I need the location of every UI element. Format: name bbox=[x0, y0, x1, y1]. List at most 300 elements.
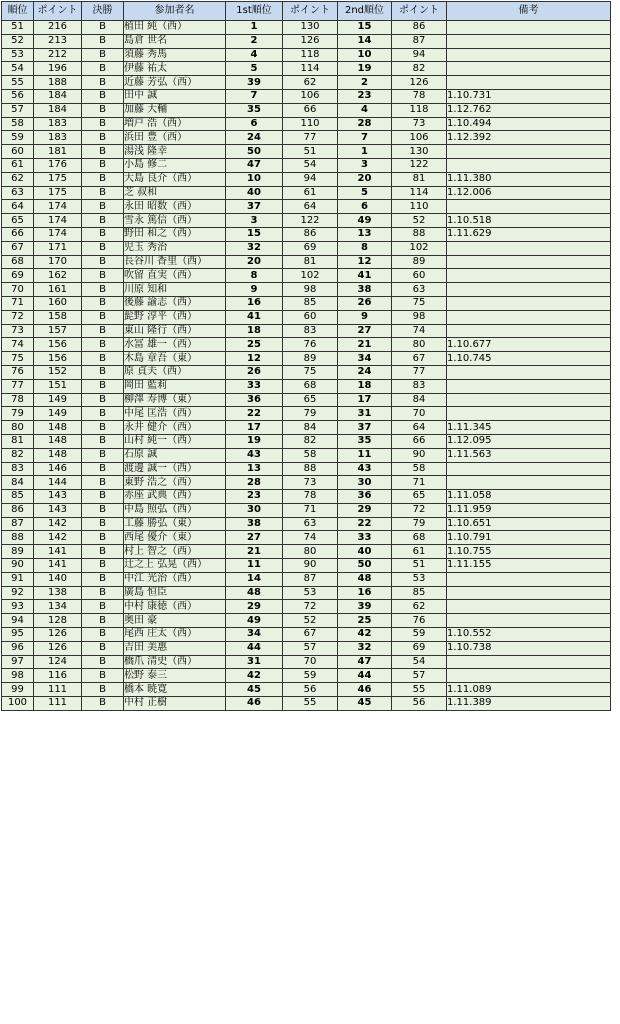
points-cell: 162 bbox=[34, 269, 82, 283]
second-points-cell: 114 bbox=[392, 186, 447, 200]
second-points-cell: 80 bbox=[392, 338, 447, 352]
final-cell: B bbox=[82, 241, 124, 255]
second-points-cell: 76 bbox=[392, 614, 447, 628]
first-points-cell: 75 bbox=[283, 365, 338, 379]
second-rank-cell: 27 bbox=[338, 324, 392, 338]
table-row bbox=[2, 641, 611, 655]
second-points-cell: 62 bbox=[392, 600, 447, 614]
notes-cell: 1.11.380 bbox=[447, 172, 611, 186]
first-points-cell: 81 bbox=[283, 255, 338, 269]
final-cell: B bbox=[82, 600, 124, 614]
second-rank-cell: 41 bbox=[338, 269, 392, 283]
second-rank-cell: 20 bbox=[338, 172, 392, 186]
first-rank-cell: 16 bbox=[226, 296, 283, 310]
second-rank-cell: 18 bbox=[338, 379, 392, 393]
table-row bbox=[2, 158, 611, 172]
second-rank-cell: 13 bbox=[338, 227, 392, 241]
points-cell: 188 bbox=[34, 76, 82, 90]
points-cell: 143 bbox=[34, 503, 82, 517]
participant-cell: 小島 修二 bbox=[124, 158, 226, 172]
final-cell: B bbox=[82, 641, 124, 655]
second-points-cell: 55 bbox=[392, 683, 447, 697]
final-cell: B bbox=[82, 21, 124, 35]
notes-cell bbox=[447, 269, 611, 283]
final-cell: B bbox=[82, 338, 124, 352]
second-points-cell: 71 bbox=[392, 476, 447, 490]
second-points-cell: 61 bbox=[392, 545, 447, 559]
first-rank-cell: 34 bbox=[226, 628, 283, 642]
final-cell: B bbox=[82, 379, 124, 393]
rank-cell: 94 bbox=[2, 614, 34, 628]
final-cell: B bbox=[82, 310, 124, 324]
first-rank-cell: 17 bbox=[226, 421, 283, 435]
points-cell: 126 bbox=[34, 628, 82, 642]
notes-cell bbox=[447, 310, 611, 324]
table-row bbox=[2, 669, 611, 683]
table-row bbox=[2, 283, 611, 297]
points-cell: 152 bbox=[34, 365, 82, 379]
first-points-cell: 90 bbox=[283, 559, 338, 573]
participant-cell: 髭野 淳平（西） bbox=[124, 310, 226, 324]
rank-cell: 81 bbox=[2, 434, 34, 448]
second-points-cell: 126 bbox=[392, 76, 447, 90]
points-cell: 176 bbox=[34, 158, 82, 172]
table-row bbox=[2, 462, 611, 476]
first-points-cell: 73 bbox=[283, 476, 338, 490]
second-rank-cell: 48 bbox=[338, 572, 392, 586]
first-points-cell: 65 bbox=[283, 393, 338, 407]
table-row bbox=[2, 434, 611, 448]
points-cell: 111 bbox=[34, 697, 82, 711]
table-row bbox=[2, 572, 611, 586]
notes-cell: 1.12.006 bbox=[447, 186, 611, 200]
header-2nd-points: ポイント bbox=[392, 2, 447, 21]
second-rank-cell: 47 bbox=[338, 655, 392, 669]
first-rank-cell: 19 bbox=[226, 434, 283, 448]
first-rank-cell: 21 bbox=[226, 545, 283, 559]
notes-cell bbox=[447, 655, 611, 669]
points-cell: 148 bbox=[34, 434, 82, 448]
second-points-cell: 57 bbox=[392, 669, 447, 683]
header-2nd-rank: 2nd順位 bbox=[338, 2, 392, 21]
table-row bbox=[2, 476, 611, 490]
first-rank-cell: 11 bbox=[226, 559, 283, 573]
final-cell: B bbox=[82, 503, 124, 517]
rank-cell: 72 bbox=[2, 310, 34, 324]
first-rank-cell: 32 bbox=[226, 241, 283, 255]
final-cell: B bbox=[82, 214, 124, 228]
notes-cell bbox=[447, 476, 611, 490]
second-rank-cell: 31 bbox=[338, 407, 392, 421]
participant-cell: 水冨 雄一（西） bbox=[124, 338, 226, 352]
second-rank-cell: 49 bbox=[338, 214, 392, 228]
second-points-cell: 64 bbox=[392, 421, 447, 435]
final-cell: B bbox=[82, 269, 124, 283]
final-cell: B bbox=[82, 669, 124, 683]
points-cell: 157 bbox=[34, 324, 82, 338]
final-cell: B bbox=[82, 407, 124, 421]
second-points-cell: 106 bbox=[392, 131, 447, 145]
notes-cell: 1.10.755 bbox=[447, 545, 611, 559]
final-cell: B bbox=[82, 393, 124, 407]
final-cell: B bbox=[82, 103, 124, 117]
rank-cell: 58 bbox=[2, 117, 34, 131]
rank-cell: 59 bbox=[2, 131, 34, 145]
second-rank-cell: 24 bbox=[338, 365, 392, 379]
second-points-cell: 85 bbox=[392, 586, 447, 600]
first-rank-cell: 39 bbox=[226, 76, 283, 90]
points-cell: 181 bbox=[34, 145, 82, 159]
participant-cell: 工藤 勝弘（東） bbox=[124, 517, 226, 531]
rank-cell: 82 bbox=[2, 448, 34, 462]
first-rank-cell: 33 bbox=[226, 379, 283, 393]
first-rank-cell: 38 bbox=[226, 517, 283, 531]
table-row bbox=[2, 393, 611, 407]
first-points-cell: 58 bbox=[283, 448, 338, 462]
second-points-cell: 70 bbox=[392, 407, 447, 421]
final-cell: B bbox=[82, 296, 124, 310]
first-points-cell: 59 bbox=[283, 669, 338, 683]
rank-cell: 77 bbox=[2, 379, 34, 393]
second-rank-cell: 8 bbox=[338, 241, 392, 255]
second-rank-cell: 36 bbox=[338, 490, 392, 504]
table-row bbox=[2, 241, 611, 255]
first-points-cell: 118 bbox=[283, 48, 338, 62]
participant-cell: 奥田 豪 bbox=[124, 614, 226, 628]
first-points-cell: 68 bbox=[283, 379, 338, 393]
participant-cell: 東山 隆行（西） bbox=[124, 324, 226, 338]
notes-cell: 1.10.494 bbox=[447, 117, 611, 131]
second-rank-cell: 26 bbox=[338, 296, 392, 310]
rank-cell: 55 bbox=[2, 76, 34, 90]
rank-cell: 91 bbox=[2, 572, 34, 586]
points-cell: 183 bbox=[34, 131, 82, 145]
points-cell: 170 bbox=[34, 255, 82, 269]
notes-cell bbox=[447, 76, 611, 90]
final-cell: B bbox=[82, 448, 124, 462]
table-row bbox=[2, 269, 611, 283]
second-rank-cell: 43 bbox=[338, 462, 392, 476]
second-points-cell: 82 bbox=[392, 62, 447, 76]
second-points-cell: 52 bbox=[392, 214, 447, 228]
participant-cell: 伊藤 祐太 bbox=[124, 62, 226, 76]
second-rank-cell: 50 bbox=[338, 559, 392, 573]
table-row bbox=[2, 34, 611, 48]
notes-cell: 1.11.089 bbox=[447, 683, 611, 697]
first-rank-cell: 46 bbox=[226, 697, 283, 711]
first-rank-cell: 26 bbox=[226, 365, 283, 379]
participant-cell: 赤座 武典（西） bbox=[124, 490, 226, 504]
notes-cell bbox=[447, 62, 611, 76]
points-cell: 111 bbox=[34, 683, 82, 697]
rank-cell: 78 bbox=[2, 393, 34, 407]
first-points-cell: 60 bbox=[283, 310, 338, 324]
notes-cell bbox=[447, 365, 611, 379]
points-cell: 140 bbox=[34, 572, 82, 586]
second-rank-cell: 35 bbox=[338, 434, 392, 448]
table-row bbox=[2, 145, 611, 159]
table-row bbox=[2, 117, 611, 131]
notes-cell bbox=[447, 255, 611, 269]
notes-cell: 1.10.677 bbox=[447, 338, 611, 352]
final-cell: B bbox=[82, 559, 124, 573]
first-rank-cell: 43 bbox=[226, 448, 283, 462]
rank-cell: 87 bbox=[2, 517, 34, 531]
first-rank-cell: 1 bbox=[226, 21, 283, 35]
first-points-cell: 55 bbox=[283, 697, 338, 711]
first-points-cell: 76 bbox=[283, 338, 338, 352]
first-points-cell: 72 bbox=[283, 600, 338, 614]
points-cell: 156 bbox=[34, 352, 82, 366]
participant-cell: 児玉 秀治 bbox=[124, 241, 226, 255]
points-cell: 144 bbox=[34, 476, 82, 490]
table-row bbox=[2, 172, 611, 186]
points-cell: 175 bbox=[34, 172, 82, 186]
header-participant: 参加者名 bbox=[124, 2, 226, 21]
first-points-cell: 122 bbox=[283, 214, 338, 228]
notes-cell bbox=[447, 600, 611, 614]
header-points: ポイント bbox=[34, 2, 82, 21]
second-rank-cell: 4 bbox=[338, 103, 392, 117]
points-cell: 216 bbox=[34, 21, 82, 35]
rank-cell: 96 bbox=[2, 641, 34, 655]
second-points-cell: 94 bbox=[392, 48, 447, 62]
notes-cell: 1.10.738 bbox=[447, 641, 611, 655]
table-row bbox=[2, 683, 611, 697]
second-rank-cell: 19 bbox=[338, 62, 392, 76]
rank-cell: 90 bbox=[2, 559, 34, 573]
points-cell: 174 bbox=[34, 214, 82, 228]
first-points-cell: 114 bbox=[283, 62, 338, 76]
participant-cell: 浜田 豊（西） bbox=[124, 131, 226, 145]
final-cell: B bbox=[82, 434, 124, 448]
final-cell: B bbox=[82, 255, 124, 269]
final-cell: B bbox=[82, 227, 124, 241]
first-points-cell: 71 bbox=[283, 503, 338, 517]
final-cell: B bbox=[82, 517, 124, 531]
final-cell: B bbox=[82, 34, 124, 48]
notes-cell: 1.12.095 bbox=[447, 434, 611, 448]
first-points-cell: 83 bbox=[283, 324, 338, 338]
notes-cell bbox=[447, 669, 611, 683]
points-cell: 141 bbox=[34, 559, 82, 573]
final-cell: B bbox=[82, 352, 124, 366]
notes-cell: 1.11.155 bbox=[447, 559, 611, 573]
points-cell: 151 bbox=[34, 379, 82, 393]
rank-cell: 100 bbox=[2, 697, 34, 711]
first-rank-cell: 28 bbox=[226, 476, 283, 490]
table-row bbox=[2, 200, 611, 214]
second-rank-cell: 37 bbox=[338, 421, 392, 435]
notes-cell bbox=[447, 34, 611, 48]
table-row bbox=[2, 21, 611, 35]
table-row bbox=[2, 531, 611, 545]
table-row bbox=[2, 131, 611, 145]
first-points-cell: 82 bbox=[283, 434, 338, 448]
second-rank-cell: 10 bbox=[338, 48, 392, 62]
notes-cell bbox=[447, 572, 611, 586]
first-rank-cell: 15 bbox=[226, 227, 283, 241]
points-cell: 148 bbox=[34, 421, 82, 435]
second-rank-cell: 7 bbox=[338, 131, 392, 145]
second-points-cell: 102 bbox=[392, 241, 447, 255]
first-points-cell: 62 bbox=[283, 76, 338, 90]
second-rank-cell: 33 bbox=[338, 531, 392, 545]
participant-cell: 橋爪 清史（西） bbox=[124, 655, 226, 669]
second-rank-cell: 23 bbox=[338, 89, 392, 103]
participant-cell: 尾西 庄太（西） bbox=[124, 628, 226, 642]
table-row bbox=[2, 365, 611, 379]
first-rank-cell: 12 bbox=[226, 352, 283, 366]
participant-cell: 村上 智之（西） bbox=[124, 545, 226, 559]
first-points-cell: 110 bbox=[283, 117, 338, 131]
rank-cell: 75 bbox=[2, 352, 34, 366]
final-cell: B bbox=[82, 545, 124, 559]
notes-cell: 1.11.629 bbox=[447, 227, 611, 241]
first-points-cell: 126 bbox=[283, 34, 338, 48]
points-cell: 128 bbox=[34, 614, 82, 628]
points-cell: 174 bbox=[34, 227, 82, 241]
second-rank-cell: 5 bbox=[338, 186, 392, 200]
first-rank-cell: 41 bbox=[226, 310, 283, 324]
second-rank-cell: 29 bbox=[338, 503, 392, 517]
table-row bbox=[2, 628, 611, 642]
notes-cell: 1.10.518 bbox=[447, 214, 611, 228]
first-rank-cell: 14 bbox=[226, 572, 283, 586]
points-cell: 142 bbox=[34, 517, 82, 531]
points-cell: 141 bbox=[34, 545, 82, 559]
first-points-cell: 87 bbox=[283, 572, 338, 586]
first-rank-cell: 4 bbox=[226, 48, 283, 62]
first-rank-cell: 40 bbox=[226, 186, 283, 200]
participant-cell: 松野 泰三 bbox=[124, 669, 226, 683]
points-cell: 184 bbox=[34, 89, 82, 103]
points-cell: 146 bbox=[34, 462, 82, 476]
points-cell: 149 bbox=[34, 407, 82, 421]
participant-cell: 永田 昭数（西） bbox=[124, 200, 226, 214]
rank-cell: 68 bbox=[2, 255, 34, 269]
final-cell: B bbox=[82, 421, 124, 435]
final-cell: B bbox=[82, 117, 124, 131]
final-cell: B bbox=[82, 462, 124, 476]
table-row bbox=[2, 559, 611, 573]
points-cell: 183 bbox=[34, 117, 82, 131]
notes-cell: 1.12.392 bbox=[447, 131, 611, 145]
table-row bbox=[2, 89, 611, 103]
rank-cell: 53 bbox=[2, 48, 34, 62]
participant-cell: 橋本 暁寛 bbox=[124, 683, 226, 697]
second-rank-cell: 46 bbox=[338, 683, 392, 697]
first-points-cell: 63 bbox=[283, 517, 338, 531]
points-cell: 148 bbox=[34, 448, 82, 462]
table-row bbox=[2, 48, 611, 62]
rank-cell: 83 bbox=[2, 462, 34, 476]
first-rank-cell: 10 bbox=[226, 172, 283, 186]
rank-cell: 66 bbox=[2, 227, 34, 241]
participant-cell: 川原 知和 bbox=[124, 283, 226, 297]
participant-cell: 木島 章吾（東） bbox=[124, 352, 226, 366]
participant-cell: 永井 健介（西） bbox=[124, 421, 226, 435]
final-cell: B bbox=[82, 490, 124, 504]
second-points-cell: 75 bbox=[392, 296, 447, 310]
notes-cell: 1.10.745 bbox=[447, 352, 611, 366]
notes-cell: 1.11.563 bbox=[447, 448, 611, 462]
second-points-cell: 72 bbox=[392, 503, 447, 517]
rank-cell: 69 bbox=[2, 269, 34, 283]
second-points-cell: 122 bbox=[392, 158, 447, 172]
rank-cell: 86 bbox=[2, 503, 34, 517]
table-row bbox=[2, 407, 611, 421]
points-cell: 142 bbox=[34, 531, 82, 545]
second-points-cell: 53 bbox=[392, 572, 447, 586]
rank-cell: 76 bbox=[2, 365, 34, 379]
rank-cell: 63 bbox=[2, 186, 34, 200]
first-points-cell: 89 bbox=[283, 352, 338, 366]
second-points-cell: 51 bbox=[392, 559, 447, 573]
table-row bbox=[2, 545, 611, 559]
table-row bbox=[2, 227, 611, 241]
participant-cell: 山村 純一（西） bbox=[124, 434, 226, 448]
first-points-cell: 86 bbox=[283, 227, 338, 241]
header-1st-points: ポイント bbox=[283, 2, 338, 21]
second-rank-cell: 38 bbox=[338, 283, 392, 297]
second-rank-cell: 2 bbox=[338, 76, 392, 90]
first-rank-cell: 37 bbox=[226, 200, 283, 214]
notes-cell bbox=[447, 200, 611, 214]
notes-cell bbox=[447, 48, 611, 62]
final-cell: B bbox=[82, 628, 124, 642]
final-cell: B bbox=[82, 531, 124, 545]
rank-cell: 80 bbox=[2, 421, 34, 435]
first-points-cell: 67 bbox=[283, 628, 338, 642]
results-table bbox=[1, 1, 611, 711]
points-cell: 138 bbox=[34, 586, 82, 600]
table-row bbox=[2, 655, 611, 669]
table-row bbox=[2, 586, 611, 600]
first-rank-cell: 36 bbox=[226, 393, 283, 407]
final-cell: B bbox=[82, 697, 124, 711]
participant-cell: 柳澤 寿博（東） bbox=[124, 393, 226, 407]
table-row bbox=[2, 324, 611, 338]
first-points-cell: 66 bbox=[283, 103, 338, 117]
second-points-cell: 83 bbox=[392, 379, 447, 393]
participant-cell: 岡田 藍莉 bbox=[124, 379, 226, 393]
second-points-cell: 58 bbox=[392, 462, 447, 476]
second-points-cell: 110 bbox=[392, 200, 447, 214]
rank-cell: 71 bbox=[2, 296, 34, 310]
rank-cell: 93 bbox=[2, 600, 34, 614]
first-points-cell: 56 bbox=[283, 683, 338, 697]
final-cell: B bbox=[82, 186, 124, 200]
final-cell: B bbox=[82, 586, 124, 600]
second-points-cell: 74 bbox=[392, 324, 447, 338]
notes-cell bbox=[447, 324, 611, 338]
rank-cell: 62 bbox=[2, 172, 34, 186]
rank-cell: 97 bbox=[2, 655, 34, 669]
participant-cell: 中江 光治（西） bbox=[124, 572, 226, 586]
first-rank-cell: 23 bbox=[226, 490, 283, 504]
rank-cell: 52 bbox=[2, 34, 34, 48]
second-rank-cell: 3 bbox=[338, 158, 392, 172]
table-row bbox=[2, 614, 611, 628]
points-cell: 124 bbox=[34, 655, 82, 669]
first-points-cell: 94 bbox=[283, 172, 338, 186]
first-rank-cell: 42 bbox=[226, 669, 283, 683]
second-rank-cell: 28 bbox=[338, 117, 392, 131]
table-row bbox=[2, 310, 611, 324]
second-points-cell: 86 bbox=[392, 21, 447, 35]
second-points-cell: 77 bbox=[392, 365, 447, 379]
